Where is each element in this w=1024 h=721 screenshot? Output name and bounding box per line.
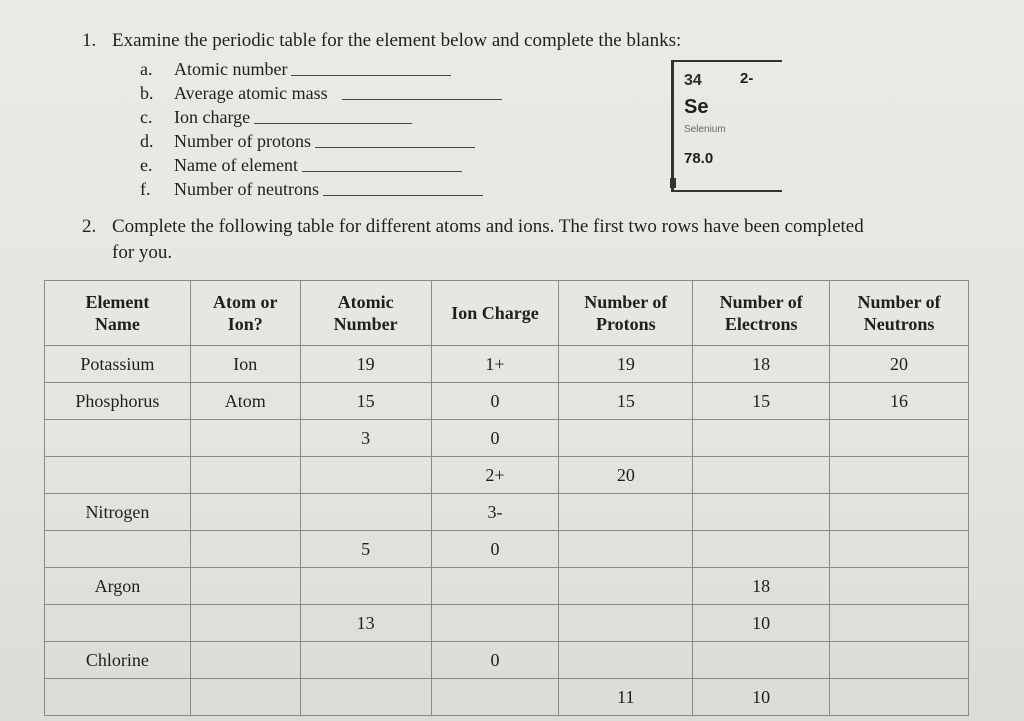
header-atomic-number: Atomic Number (300, 281, 431, 346)
table-cell[interactable] (190, 420, 300, 457)
periodic-element-tile (671, 60, 782, 192)
table-cell[interactable] (190, 679, 300, 716)
table-row (45, 457, 969, 494)
question-1-title (82, 30, 681, 52)
item-text: Number of neutrons (174, 179, 319, 199)
item-letter: e. (140, 155, 153, 175)
answer-blank-c[interactable] (254, 122, 412, 124)
table-cell: 10 (693, 679, 830, 716)
table-cell: 1+ (431, 346, 559, 383)
table-cell[interactable] (559, 531, 693, 568)
item-letter: b. (140, 83, 154, 103)
table-cell: Nitrogen (45, 494, 191, 531)
answer-blank-e[interactable] (302, 170, 462, 172)
blank-item-c (140, 104, 502, 128)
table-row (45, 679, 969, 716)
table-cell: 0 (431, 383, 559, 420)
table-cell[interactable] (693, 494, 830, 531)
table-cell[interactable] (45, 420, 191, 457)
table-cell: 16 (830, 383, 969, 420)
tile-symbol: Se (684, 96, 709, 118)
header-protons: Number of Protons (559, 281, 693, 346)
table-row (45, 605, 969, 642)
table-row (45, 420, 969, 457)
answer-blank-d[interactable] (315, 146, 475, 148)
table-cell[interactable] (830, 605, 969, 642)
table-cell: 0 (431, 420, 559, 457)
header-neutrons: Number of Neutrons (830, 281, 969, 346)
table-cell[interactable] (431, 679, 559, 716)
table-cell: 18 (693, 346, 830, 383)
table-cell[interactable] (830, 494, 969, 531)
table-cell[interactable] (190, 605, 300, 642)
blank-item-e (140, 152, 502, 176)
table-cell[interactable] (693, 420, 830, 457)
question-2-number: 2. (82, 216, 97, 237)
atoms-ions-table (44, 280, 969, 716)
table-cell: 19 (300, 346, 431, 383)
tile-ion-charge: 2- (740, 70, 754, 87)
table-cell[interactable] (190, 531, 300, 568)
table-cell[interactable] (693, 457, 830, 494)
table-cell[interactable] (300, 642, 431, 679)
table-cell: 10 (693, 605, 830, 642)
table-cell: 2+ (431, 457, 559, 494)
table-cell: Argon (45, 568, 191, 605)
table-cell[interactable] (45, 605, 191, 642)
table-cell: 3 (300, 420, 431, 457)
item-letter: f. (140, 179, 151, 199)
blank-item-b (140, 80, 502, 104)
table-cell: Potassium (45, 346, 191, 383)
question-2-text-line2: for you. (112, 242, 173, 263)
table-cell: Phosphorus (45, 383, 191, 420)
table-cell[interactable] (190, 457, 300, 494)
table-cell[interactable] (830, 420, 969, 457)
answer-blank-a[interactable] (291, 74, 451, 76)
blank-item-d (140, 128, 502, 152)
answer-blank-f[interactable] (323, 194, 483, 196)
table-cell: Ion (190, 346, 300, 383)
table-cell[interactable] (559, 605, 693, 642)
answer-blank-b[interactable] (342, 98, 502, 100)
table-row (45, 642, 969, 679)
item-text: Name of element (174, 155, 298, 175)
table-cell[interactable] (431, 605, 559, 642)
table-cell: 20 (559, 457, 693, 494)
header-ion-charge: Ion Charge (431, 281, 559, 346)
table-cell: 18 (693, 568, 830, 605)
table-cell[interactable] (830, 568, 969, 605)
table-cell[interactable] (300, 457, 431, 494)
table-cell[interactable] (830, 531, 969, 568)
table-cell[interactable] (431, 568, 559, 605)
table-cell[interactable] (559, 568, 693, 605)
header-atom-or-ion: Atom or Ion? (190, 281, 300, 346)
table-row (45, 494, 969, 531)
table-cell[interactable] (300, 568, 431, 605)
table-cell[interactable] (190, 642, 300, 679)
table-header-row (45, 281, 969, 346)
table-cell: 0 (431, 642, 559, 679)
header-electrons: Number of Electrons (693, 281, 830, 346)
table-cell: 20 (830, 346, 969, 383)
item-text: Ion charge (174, 107, 251, 127)
question-2-title (82, 214, 962, 266)
table-cell: Chlorine (45, 642, 191, 679)
table-cell: 15 (559, 383, 693, 420)
table-cell: 5 (300, 531, 431, 568)
header-element-name: Element Name (45, 281, 191, 346)
table-cell[interactable] (300, 494, 431, 531)
item-letter: a. (140, 59, 153, 79)
question-2-text-line1: Complete the following table for different atoms and ions. The first two rows have been completed (112, 216, 864, 237)
item-text: Average atomic mass (174, 83, 328, 103)
table-cell[interactable] (45, 679, 191, 716)
table-cell[interactable] (190, 494, 300, 531)
question-1-text: Examine the periodic table for the element below and complete the blanks: (112, 30, 682, 51)
table-cell[interactable] (693, 642, 830, 679)
item-text: Number of protons (174, 131, 311, 151)
table-cell[interactable] (45, 531, 191, 568)
blank-item-a (140, 56, 502, 80)
table-cell[interactable] (693, 531, 830, 568)
table-cell[interactable] (830, 642, 969, 679)
table-cell[interactable] (559, 642, 693, 679)
table-cell: 15 (300, 383, 431, 420)
tile-atomic-mass: 78.0 (684, 150, 714, 167)
table-row (45, 568, 969, 605)
table-cell[interactable] (190, 568, 300, 605)
table-cell[interactable] (559, 494, 693, 531)
table-cell: 19 (559, 346, 693, 383)
blank-item-f (140, 176, 502, 200)
table-cell: 11 (559, 679, 693, 716)
table-cell[interactable] (45, 457, 191, 494)
tile-corner-mark (670, 178, 676, 188)
table-row (45, 383, 969, 420)
tile-atomic-number: 34 (684, 72, 702, 89)
item-letter: c. (140, 107, 153, 127)
question-1-blanks (140, 56, 502, 200)
table-cell: 3- (431, 494, 559, 531)
table-row (45, 346, 969, 383)
table-cell: 15 (693, 383, 830, 420)
item-text: Atomic number (174, 59, 288, 79)
tile-element-name: Selenium (684, 124, 726, 135)
item-letter: d. (140, 131, 154, 151)
table-cell: 0 (431, 531, 559, 568)
table-row (45, 531, 969, 568)
table-cell[interactable] (559, 420, 693, 457)
table-cell[interactable] (830, 679, 969, 716)
table-cell: Atom (190, 383, 300, 420)
question-1-number: 1. (82, 30, 97, 51)
table-cell[interactable] (300, 679, 431, 716)
table-cell: 13 (300, 605, 431, 642)
table-cell[interactable] (830, 457, 969, 494)
